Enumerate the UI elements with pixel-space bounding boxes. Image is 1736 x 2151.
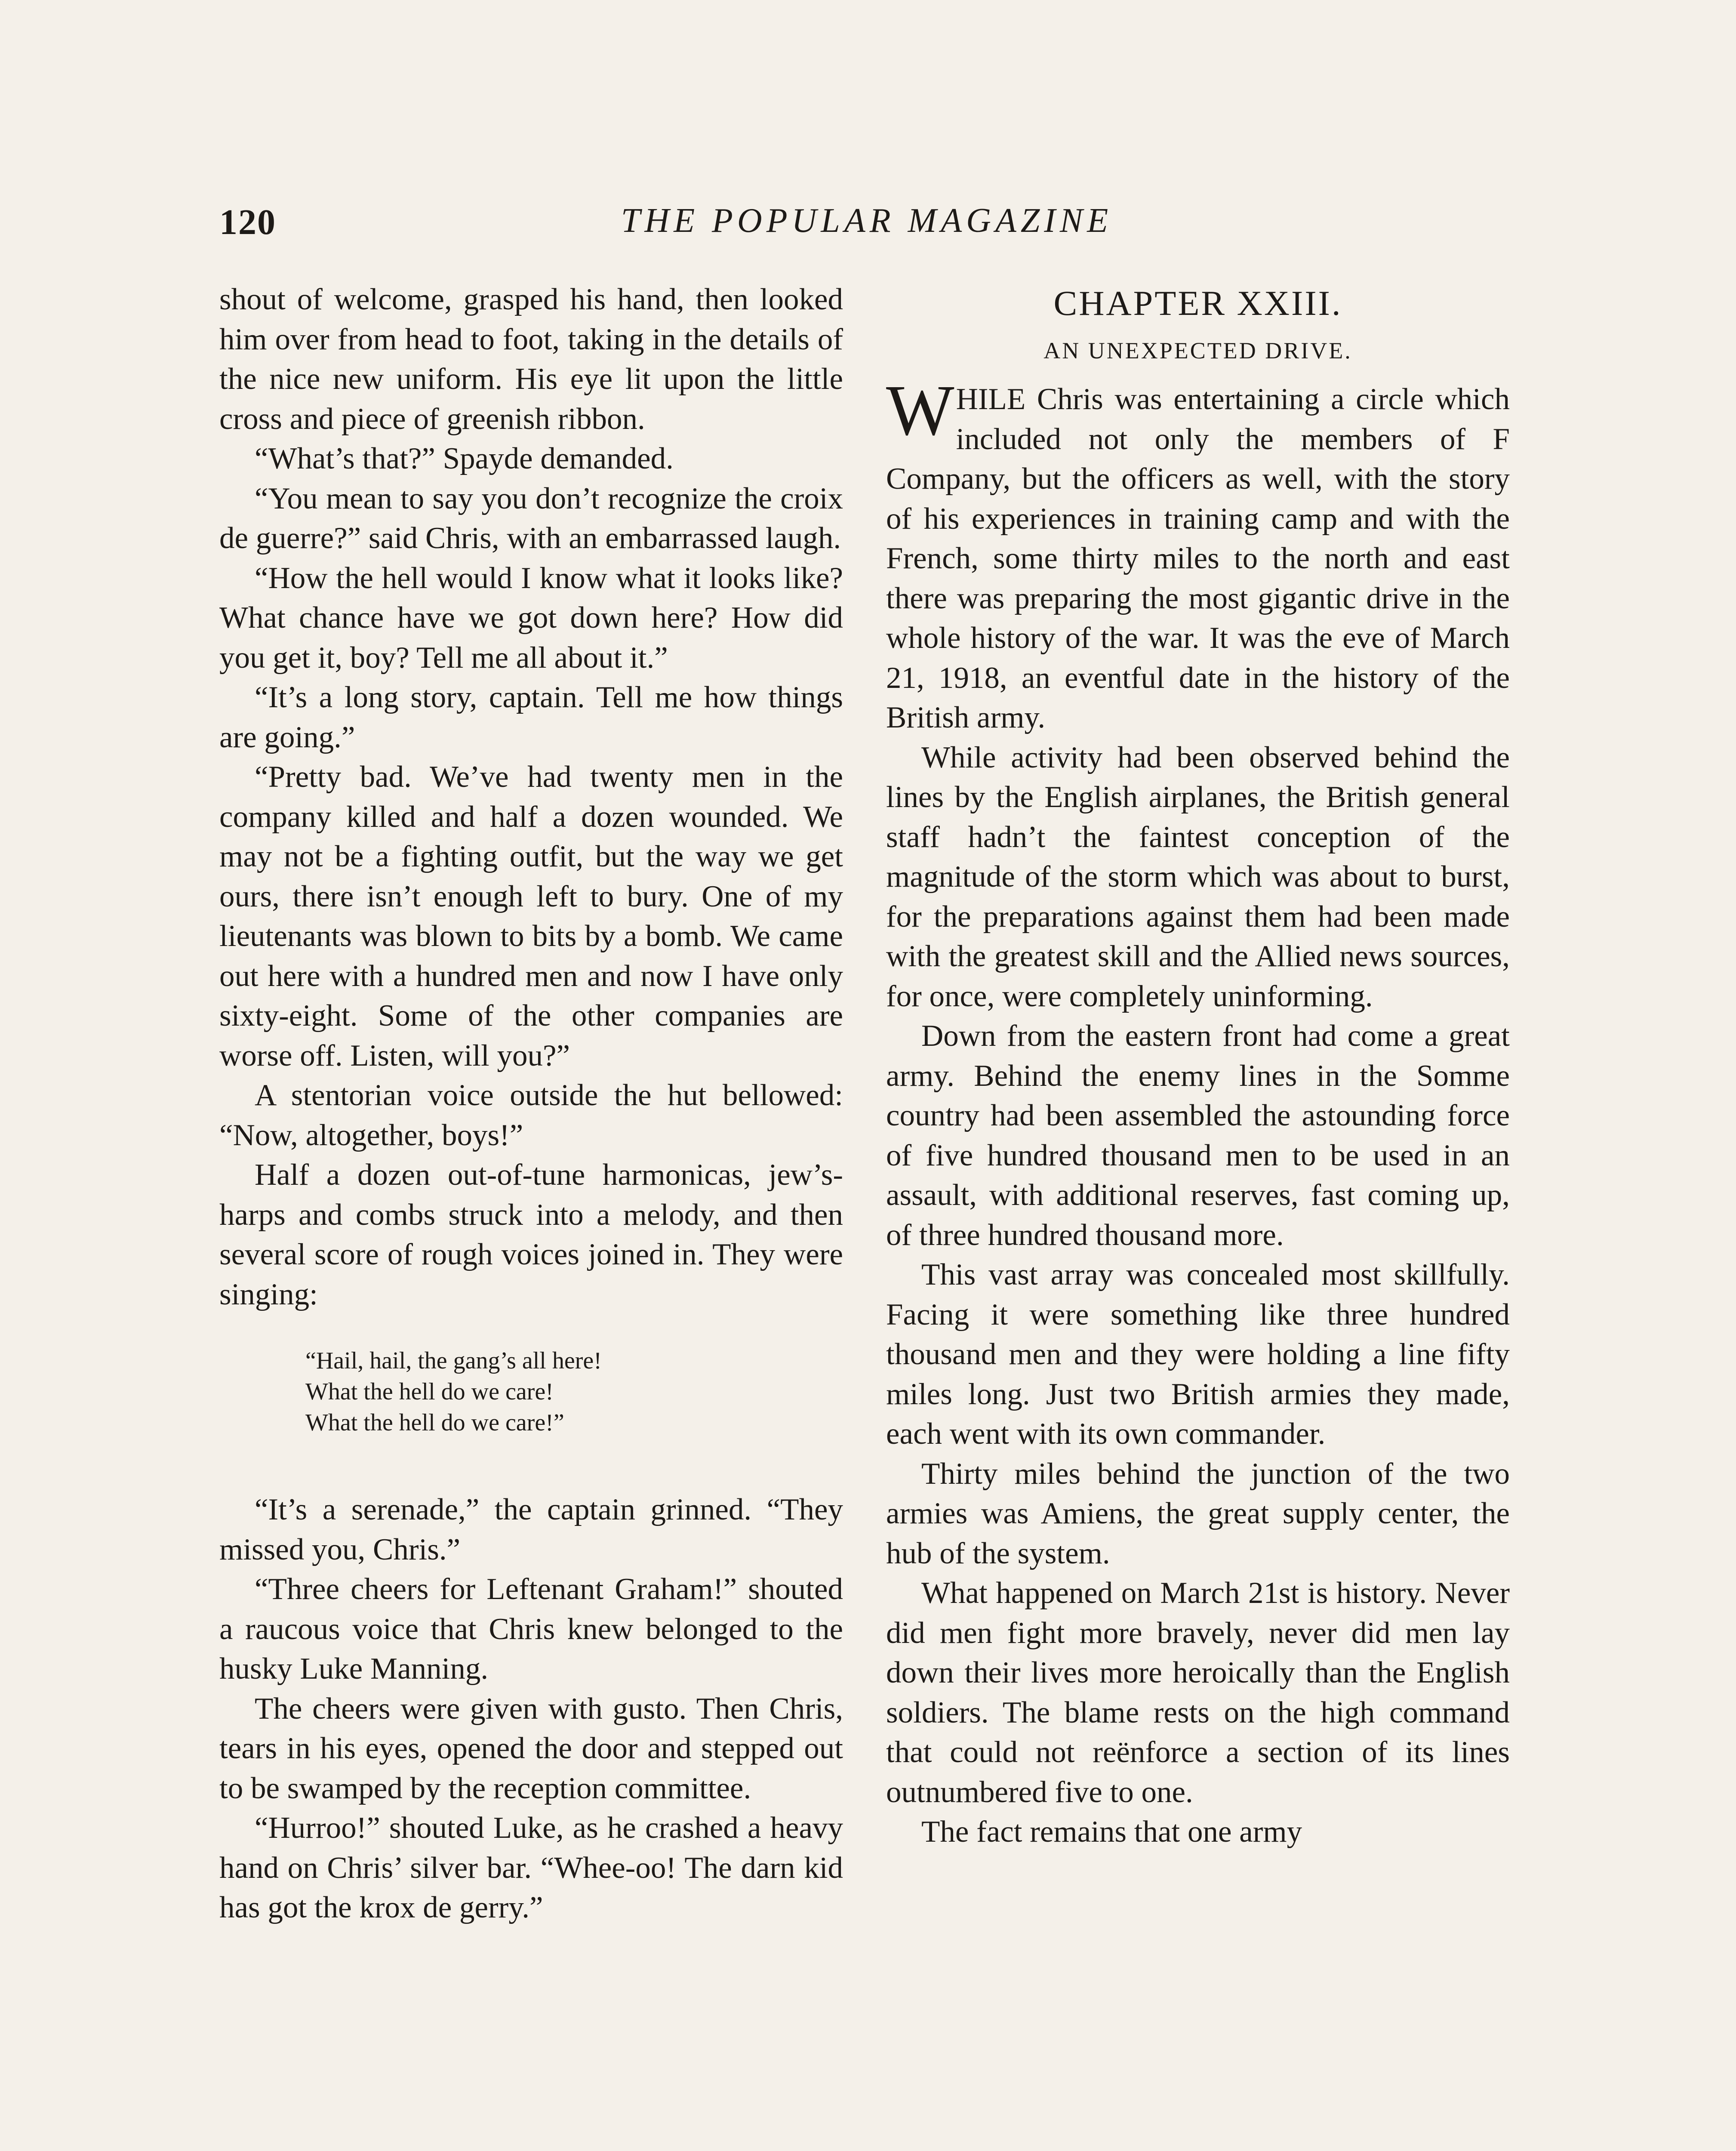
paragraph: The fact remains that one army [921, 1815, 1302, 1849]
running-title: THE POPULAR MAGAZINE [621, 202, 1113, 240]
drop-cap: W [886, 370, 954, 450]
song-line: “Hail, hail, the gang’s all here! [305, 1347, 602, 1374]
song-verse [305, 1345, 843, 1438]
paragraph: Half a dozen out-of-tune harmonicas, jew’s-harps and combs struck into a melody, and then several score of rough voices joined in. They were singing: [219, 1158, 843, 1311]
right-column [886, 280, 1510, 1852]
paragraph: shout of welcome, grasped his hand, then looked him over from head to foot, taking in the details of the nice new uniform. His eye lit upon the little cross and piece of greenish ribbon. [219, 283, 843, 436]
page-number: 120 [219, 202, 276, 242]
paragraph: “You mean to say you don’t recognize the croix de guerre?” said Chris, with an embarrassed laugh. [219, 481, 843, 555]
page-header [219, 201, 1514, 257]
paragraph: The cheers were given with gusto. Then Chris, tears in his eyes, opened the door and stepped out to be swamped by the reception committee. [219, 1692, 843, 1805]
paragraph: “Hurroo!” shouted Luke, as he crashed a heavy hand on Chris’ silver bar. “Whee-oo! The darn kid has got the krox de gerry.” [219, 1811, 843, 1924]
paragraph: “It’s a long story, captain. Tell me how things are going.” [219, 681, 843, 754]
opening-paragraph-text: HILE Chris was entertaining a circle which included not only the members of F Company, but the officers as well, with the story of his experiences in training camp and with the French, some thirty miles to the north and east there was preparing the most gigantic drive in the whole history of the war. It was the eve of March 21, 1918, an eventful date in the history of the British army. [886, 382, 1510, 734]
paragraph: Thirty miles behind the junction of the two armies was Amiens, the great supply center, the hub of the system. [886, 1457, 1510, 1570]
chapter-subtitle: AN UNEXPECTED DRIVE. [1043, 338, 1352, 364]
chapter-heading: CHAPTER XXIII. [1053, 284, 1342, 323]
paragraph: “Three cheers for Leftenant Graham!” shouted a raucous voice that Chris knew belonged to the husky Luke Manning. [219, 1572, 843, 1686]
song-line: What the hell do we care! [305, 1378, 554, 1405]
paragraph: “Pretty bad. We’ve had twenty men in the company killed and half a dozen wounded. We may not be a fighting outfit, but the way we get ours, there isn’t enough left to bury. One of my lieutenants was blown to bits by a bomb. We came out here with a hundred men and now I have only sixty-eight. Some of the other companies are worse off. Listen, will you?” [219, 760, 843, 1072]
paragraph: This vast array was concealed most skillfully. Facing it were something like three hundred thousand men and they were holding a line fifty miles long. Just two British armies they made, each went with its own commander. [886, 1258, 1510, 1451]
song-line: What the hell do we care!” [305, 1409, 564, 1436]
paragraph: What happened on March 21st is history. Never did men fight more bravely, never did men lay down their lives more heroically than the English soldiers. The blame rests on the high command that could not reënforce a section of its lines outnumbered five to one. [886, 1576, 1510, 1809]
paragraph: “What’s that?” Spayde demanded. [255, 442, 674, 475]
opening-paragraph [886, 370, 1510, 738]
left-column [219, 280, 843, 1928]
paragraph: “How the hell would I know what it looks like? What chance have we got down here? How did you get it, boy? Tell me all about it.” [219, 561, 843, 675]
paragraph: While activity had been observed behind the lines by the English airplanes, the British general staff hadn’t the faintest conception of the magnitude of the storm which was about to burst, for the preparations against them had been made with the greatest skill and the Allied news sources, for once, were completely uninforming. [886, 740, 1510, 1013]
paragraph: “It’s a serenade,” the captain grinned. “They missed you, Chris.” [219, 1493, 843, 1566]
paragraph: Down from the eastern front had come a great army. Behind the enemy lines in the Somme country had been assembled the astounding force of five hundred thousand men to be used in an assault, with additional reserves, fast coming up, of three hundred thousand more. [886, 1019, 1510, 1252]
paragraph: A stentorian voice outside the hut bellowed: “Now, altogether, boys!” [219, 1079, 843, 1152]
